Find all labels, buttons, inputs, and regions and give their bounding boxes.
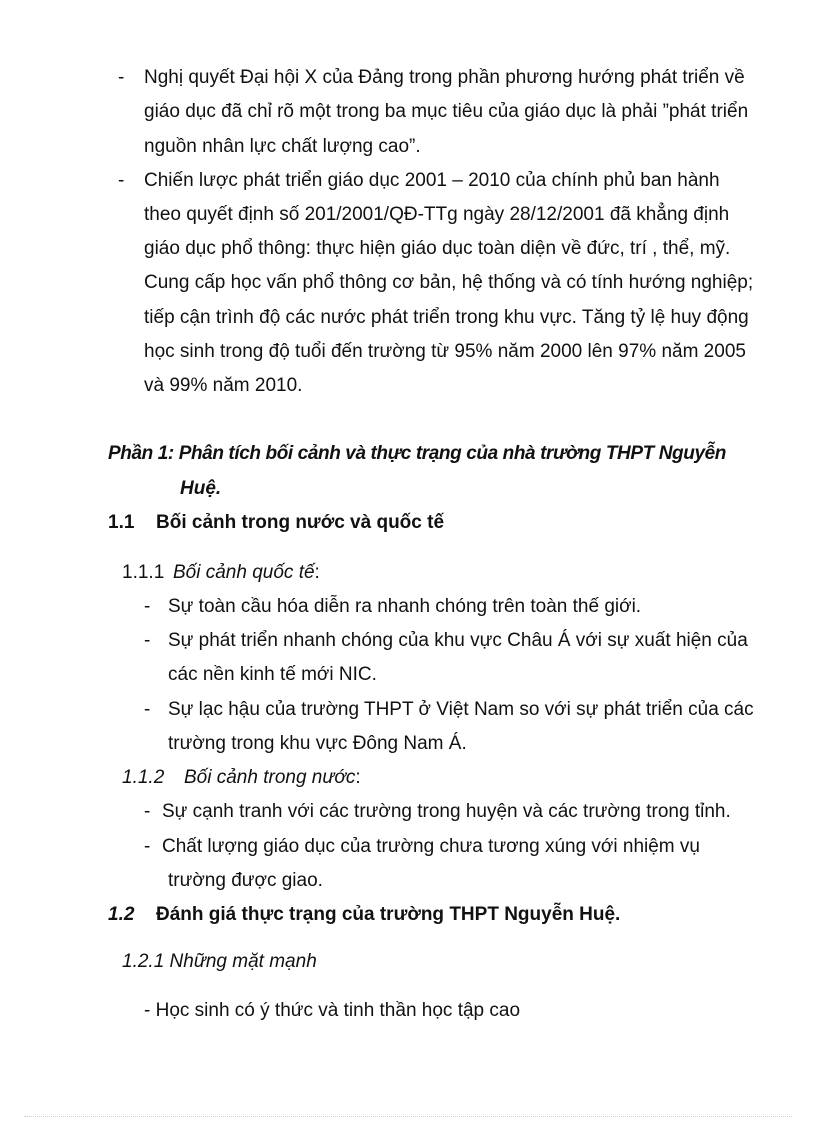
intro-item2-line1: Chiến lược phát triển giáo dục 2001 – 2010 của chính phủ ban hành xyxy=(144,170,720,191)
section-1-2-number: 1.2 xyxy=(108,904,135,925)
subsection-1-1-2-number: 1.1.2 xyxy=(122,767,165,788)
bullet-dash: - xyxy=(118,170,125,191)
intro-item2-line7: và 99% năm 2010. xyxy=(144,375,303,396)
subsection-1-2-1-title: 1.2.1 Những mặt mạnh xyxy=(122,951,317,972)
subsection-1-1-1-number: 1.1.1 xyxy=(122,562,165,583)
intl-item2-line2: các nền kinh tế mới NIC. xyxy=(168,664,377,685)
intl-item3-line2: trường trong khu vực Đông Nam Á. xyxy=(168,733,467,754)
intl-item3-line1: Sự lạc hậu của trường THPT ở Việt Nam so với sự phát triển của các xyxy=(168,699,754,720)
subsection-1-1-1-title: Bối cảnh quốc tế xyxy=(173,562,315,583)
part1-heading-line1: Phần 1: Phân tích bối cảnh và thực trạng của nhà trường THPT Nguyễn xyxy=(108,443,726,464)
intl-item1-line1: Sự toàn cầu hóa diễn ra nhanh chóng trên toàn thế giới. xyxy=(168,596,642,617)
intro-item2-line4: Cung cấp học vấn phổ thông cơ bản, hệ thống và có tính hướng nghiệp; xyxy=(144,272,754,293)
intl-item2-line1: Sự phát triển nhanh chóng của khu vực Châu Á với sự xuất hiện của xyxy=(168,630,748,651)
intro-item1-line3: nguồn nhân lực chất lượng cao”. xyxy=(144,136,421,157)
subsection-1-1-2-title: Bối cảnh trong nước xyxy=(184,767,356,788)
subsection-1-1-2-suffix: : xyxy=(355,767,361,788)
bullet-dash: - xyxy=(144,630,151,651)
intro-item2-line6: học sinh trong độ tuổi đến trường từ 95% năm 2000 lên 97% năm 2005 xyxy=(144,341,746,362)
bullet-dash: - xyxy=(144,699,151,720)
strengths-item1: - Học sinh có ý thức và tinh thần học tập cao xyxy=(144,1000,521,1021)
bullet-dash: - xyxy=(118,67,125,88)
intro-item2-line3: giáo dục phổ thông: thực hiện giáo dục toàn diện về đức, trí , thể, mỹ. xyxy=(144,238,731,259)
subsection-1-1-2-heading xyxy=(184,768,361,787)
bullet-dash: - xyxy=(144,836,151,857)
section-1-1-title: Bối cảnh trong nước và quốc tế xyxy=(156,512,445,533)
intro-item2-line2: theo quyết định số 201/2001/QĐ-TTg ngày 28/12/2001 đã khẳng định xyxy=(144,204,730,225)
part1-heading-line2: Huệ. xyxy=(180,478,222,499)
dom-item1-line1: Sự cạnh tranh với các trường trong huyện và các trường trong tỉnh. xyxy=(162,801,731,822)
bullet-dash: - xyxy=(144,801,151,822)
subsection-1-1-1-suffix: : xyxy=(314,562,320,583)
intro-item1-line2: giáo dục đã chỉ rõ một trong ba mục tiêu của giáo dục là phải ”phát triển xyxy=(144,101,749,122)
subsection-1-1-1-heading xyxy=(173,563,320,582)
bullet-dash: - xyxy=(144,596,151,617)
section-1-2-title: Đánh giá thực trạng của trường THPT Nguyễn Huệ. xyxy=(156,904,621,925)
dom-item2-line2: trường được giao. xyxy=(168,870,323,891)
intro-item1-line1: Nghị quyết Đại hội X của Đảng trong phần phương hướng phát triển về xyxy=(144,67,745,88)
section-1-1-number: 1.1 xyxy=(108,512,135,533)
dom-item2-line1: Chất lượng giáo dục của trường chưa tương xúng với nhiệm vụ xyxy=(162,836,700,857)
intro-item2-line5: tiếp cận trình độ các nước phát triển trong khu vực. Tăng tỷ lệ huy động xyxy=(144,307,749,328)
page-footer-divider xyxy=(24,1116,792,1117)
